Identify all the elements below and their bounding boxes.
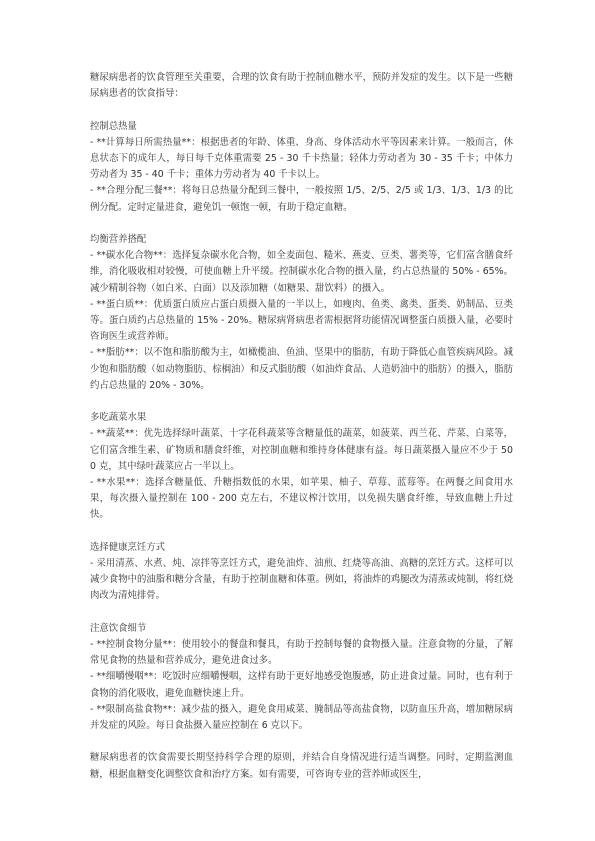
spacer bbox=[90, 524, 513, 540]
list-item-portion-control: - **控制食物分量**：使用较小的餐盘和餐具，有助于控制每餐的食物摄入量。注意食物的分量，了解常见食物的热量和营养成分，避免进食过多。 bbox=[90, 639, 513, 667]
spacer bbox=[90, 605, 513, 621]
intro-paragraph: 糖尿病患者的饮食管理至关重要，合理的饮食有助于控制血糖水平，预防并发症的发生。以下是一些糖尿病患者的饮食指导： bbox=[90, 72, 513, 100]
list-item-protein: - **蛋白质**：优质蛋白质应占蛋白质摄入量的一半以上，如瘦肉、鱼类、禽类、蛋类、奶制品、豆类等。蛋白质约占总热量的 15% - 20%。糖尿病肾病患者需根据肾功能情况调整蛋白质摄入量，必要时咨询医生或营养师。 bbox=[90, 298, 513, 343]
section-heading-total-calories: 控制总热量 bbox=[90, 120, 137, 132]
section-heading-vegetables-fruits: 多吃蔬菜水果 bbox=[90, 412, 147, 424]
list-item-chew-slowly: - **细嚼慢咽**：吃饭时应细嚼慢咽，这样有助于更好地感受饱腹感，防止进食过量。同时，也有利于食物的消化吸收，避免血糖快速上升。 bbox=[90, 671, 513, 699]
document-page bbox=[90, 70, 513, 783]
list-item-meal-distribution: - **合理分配三餐**：将每日总热量分配到三餐中，一般按照 1/5、2/5、2/5 或 1/3、1/3、1/3 的比例分配。定时定量进食，避免饥一顿饱一顿，有助于稳定血糖。 bbox=[90, 185, 513, 213]
spacer bbox=[90, 102, 513, 118]
list-item-fat: - **脂肪**：以不饱和脂肪酸为主，如橄榄油、鱼油、坚果中的脂肪，有助于降低心血管疾病风险。减少饱和脂肪酸（如动物脂肪、棕榈油）和反式脂肪酸（如油炸食品、人造奶油中的脂肪）的摄入，脂肪约占总热量的 20% - 30%。 bbox=[90, 347, 513, 391]
section-heading-diet-details: 注意饮食细节 bbox=[90, 622, 147, 634]
spacer bbox=[90, 394, 513, 410]
list-item-vegetables: - **蔬菜**：优先选择绿叶蔬菜、十字花科蔬菜等含糖量低的蔬菜，如菠菜、西兰花、芹菜、白菜等，它们富含维生素、矿物质和膳食纤维，对控制血糖和维持身体健康有益。每日蔬菜摄入量应不少于 500 克，其中绿叶蔬菜应占一半以上。 bbox=[90, 428, 513, 472]
closing-paragraph: 糖尿病患者的饮食需要长期坚持科学合理的原则，并结合自身情况进行适当调整。同时，定期监测血糖，根据血糖变化调整饮食和治疗方案。如有需要，可咨询专业的营养师或医生， bbox=[90, 752, 513, 780]
spacer bbox=[90, 734, 513, 750]
list-item-fruits: - **水果**：选择含糖量低、升糖指数低的水果，如苹果、柚子、草莓、蓝莓等。在两餐之间食用水果，每次摄入量控制在 100 - 200 克左右，不建议榨汁饮用，以免损失膳食纤维，导致血糖上升过快。 bbox=[90, 477, 513, 521]
list-item-cooking: - 采用清蒸、水煮、炖、凉拌等烹饪方式，避免油炸、油煎、红烧等高油、高糖的烹饪方式。这样可以减少食物中的油脂和糖分含量，有助于控制血糖和体重。例如，将油炸的鸡腿改为清蒸或炖制，将红烧肉改为清炖排骨。 bbox=[90, 558, 513, 602]
list-item-daily-calories: - **计算每日所需热量**：根据患者的年龄、体重、身高、身体活动水平等因素来计算。一般而言，休息状态下的成年人，每日每千克体重需要 25 - 30 千卡热量；轻体力劳动者为 30 - 35 千卡；中体力劳动者为 35 - 40 千卡；重体力劳动者为 40 千卡以上。 bbox=[90, 136, 513, 181]
section-heading-balanced-nutrition: 均衡营养搭配 bbox=[90, 234, 147, 245]
list-item-limit-salt: - **限制高盐食物**：减少盐的摄入，避免食用咸菜、腌制品等高盐食物，以防血压升高，增加糖尿病并发症的风险。每日食盐摄入量应控制在 6 克以下。 bbox=[90, 703, 513, 732]
section-heading-cooking-methods: 选择健康烹饪方式 bbox=[90, 541, 166, 553]
spacer bbox=[90, 216, 513, 232]
list-item-carbohydrates: - **碳水化合物**：选择复杂碳水化合物，如全麦面包、糙米、燕麦、豆类、薯类等，它们富含膳食纤维，消化吸收相对较慢，可使血糖上升平缓。控制碳水化合物的摄入量，约占总热量的 50% - 65%。减少精制谷物（如白米、白面）以及添加糖（如糖果、甜饮料）的摄入。 bbox=[90, 250, 513, 294]
